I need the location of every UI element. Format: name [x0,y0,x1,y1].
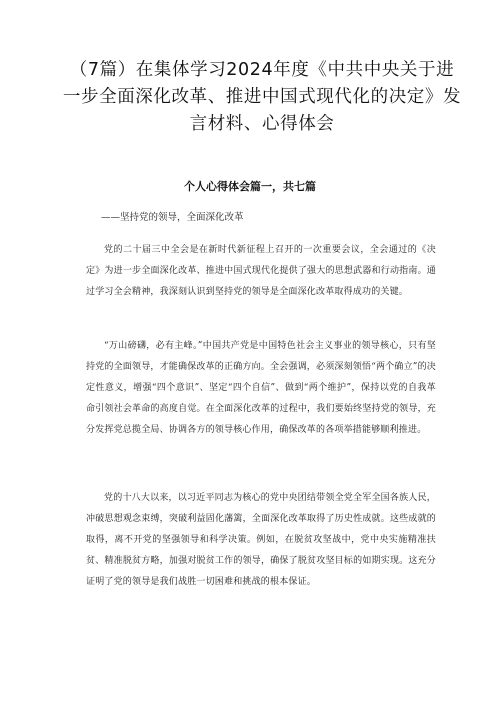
subheading: ——坚持党的领导，全面深化改革 [101,212,244,223]
section-heading: 个人心得体会篇一，共七篇 [184,180,316,193]
body-paragraph-1: 党的二十届三中全会是在新时代新征程上召开的一次重要会议，全会通过的《决定》为进一步全面深化改革、推进中国式现代化提供了强大的思想武器和行动指南。通过学习全会精神，我深刻认识到坚持党的领导是全面深化改革取得成功的关键。 [86,245,436,297]
document-title: （7篇）在集体学习2024年度《中共中央关于进一步全面深化改革、推进中国式现代化的决定》发言材料、心得体会 [62,60,462,134]
body-paragraph-3: 党的十八大以来，以习近平同志为核心的党中央团结带领全党全军全国各族人民，冲破思想观念束缚，突破利益固化藩篱，全面深化改革取得了历史性成就。这些成就的取得，离不开党的坚强领导和科学决策。例如，在脱贫攻坚战中，党中央实施精准扶贫、精准脱贫方略，加强对脱贫工作的领导，确保了脱贫攻坚目标的如期实现。这充分证明了党的领导是我们战胜一切困难和挑战的根本保证。 [86,493,436,587]
body-paragraph-2: “万山磅礴，必有主峰。”中国共产党是中国特色社会主义事业的领导核心，只有坚持党的全面领导，才能确保改革的正确方向。全会强调，必须深刻领悟“两个确立”的决定性意义，增强“四个意识”、坚定“四个自信”、做到“两个维护”，保持以党的自我革命引领社会革命的高度自觉。在全面深化改革的过程中，我们要始终坚持党的领导，充分发挥党总揽全局、协调各方的领导核心作用，确保改革的各项举措能够顺利推进。 [86,341,437,435]
